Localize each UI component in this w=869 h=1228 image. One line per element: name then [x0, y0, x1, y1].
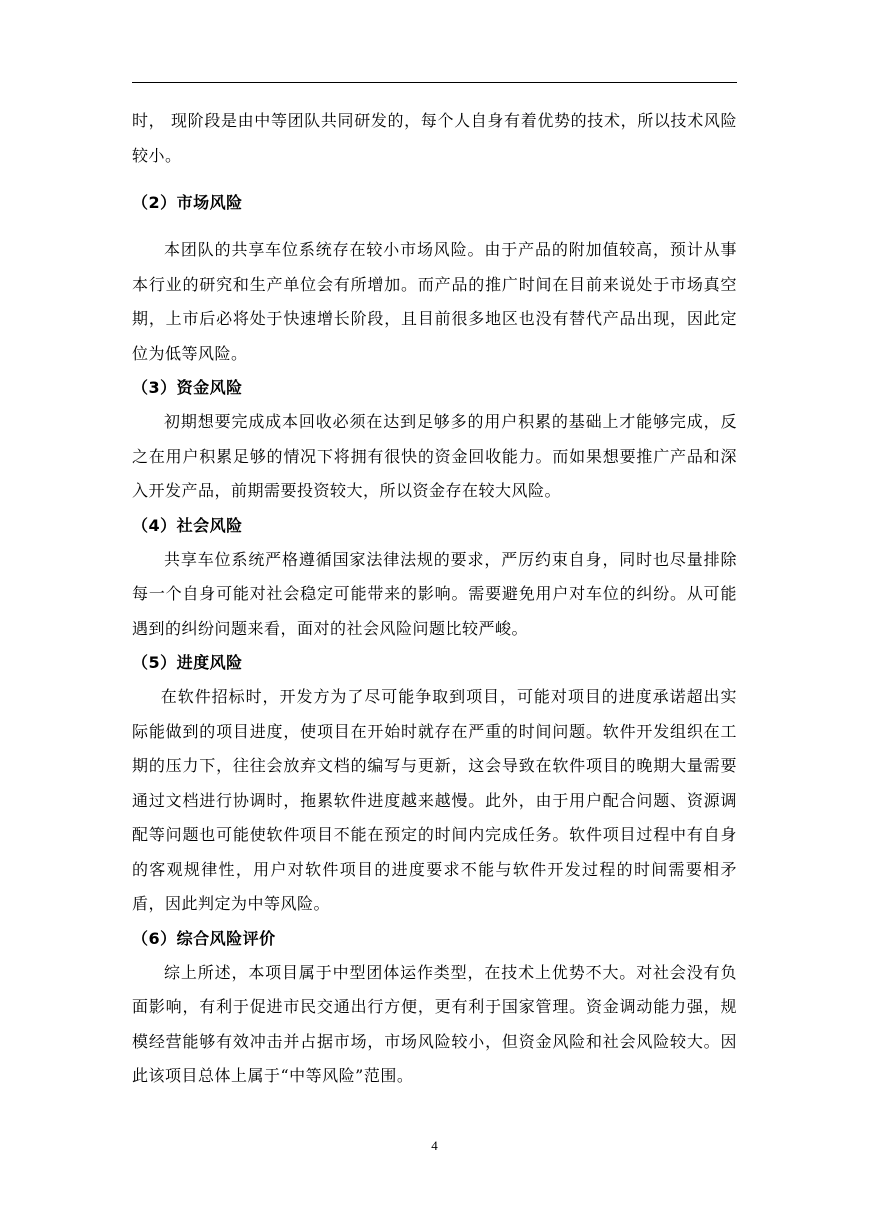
section-body-social-risk: 共享车位系统严格遵循国家法律法规的要求，严厉约束自身，同时也尽量排除每一个自身可能对社会稳定可能带来的影响。需要避免用户对车位的纠纷。从可能遇到的纠纷问题来看，面对的社会风险问题比较严峻。 [132, 549, 737, 638]
section-heading-capital-risk: （3）资金风险 [132, 378, 243, 397]
section-body-capital-risk: 初期想要完成成本回收必须在达到足够多的用户积累的基础上才能够完成，反之在用户积累足够的情况下将拥有很快的资金回收能力。而如果想要推广产品和深入开发产品，前期需要投资较大，所以资金存在较大风险。 [132, 412, 737, 500]
section-body-schedule-risk: 在软件招标时，开发方为了尽可能争取到项目，可能对项目的进度承诺超出实际能做到的项目进度，使项目在开始时就存在严重的时间问题。软件开发组织在工期的压力下，往往会放弃文档的编写与更新，这会导致在软件项目的晚期大量需要通过文档进行协调时，拖累软件进度越来越慢。此外，由于用户配合问题、资源调配等问题也可能使软件项目不能在预定的时间内完成任务。软件项目过程中有自身的客观规律性，用户对软件项目的进度要求不能与软件开发过程的时间需要相矛盾，因此判定为中等风险。 [132, 687, 737, 913]
section-heading-market-risk: （2）市场风险 [132, 193, 243, 212]
section-heading-schedule-risk: （5）进度风险 [132, 653, 243, 672]
header-rule [132, 82, 737, 83]
section-heading-overall-risk: （6）综合风险评价 [132, 928, 276, 948]
section-body-overall-risk: 综上所述，本项目属于中型团体运作类型，在技术上优势不大。对社会没有负面影响，有利于促进市民交通出行方便，更有利于国家管理。资金调动能力强，规模经营能够有效冲击并占据市场，市场风险较小，但资金风险和社会风险较大。因此该项目总体上属于“中等风险”范围。 [132, 962, 737, 1085]
page-number: 4 [431, 1138, 438, 1153]
section-heading-social-risk: （4）社会风险 [132, 515, 243, 535]
document-body [132, 104, 737, 1094]
intro-paragraph: 时， 现阶段是由中等团队共同研发的，每个人自身有着优势的技术，所以技术风险较小。 [132, 111, 737, 165]
section-body-market-risk: 本团队的共享车位系统存在较小市场风险。由于产品的附加值较高，预计从事本行业的研究和生产单位会有所增加。而产品的推广时间在目前来说处于市场真空期，上市后必将处于快速增长阶段，且目前很多地区也没有替代产品出现，因此定位为低等风险。 [132, 240, 737, 363]
